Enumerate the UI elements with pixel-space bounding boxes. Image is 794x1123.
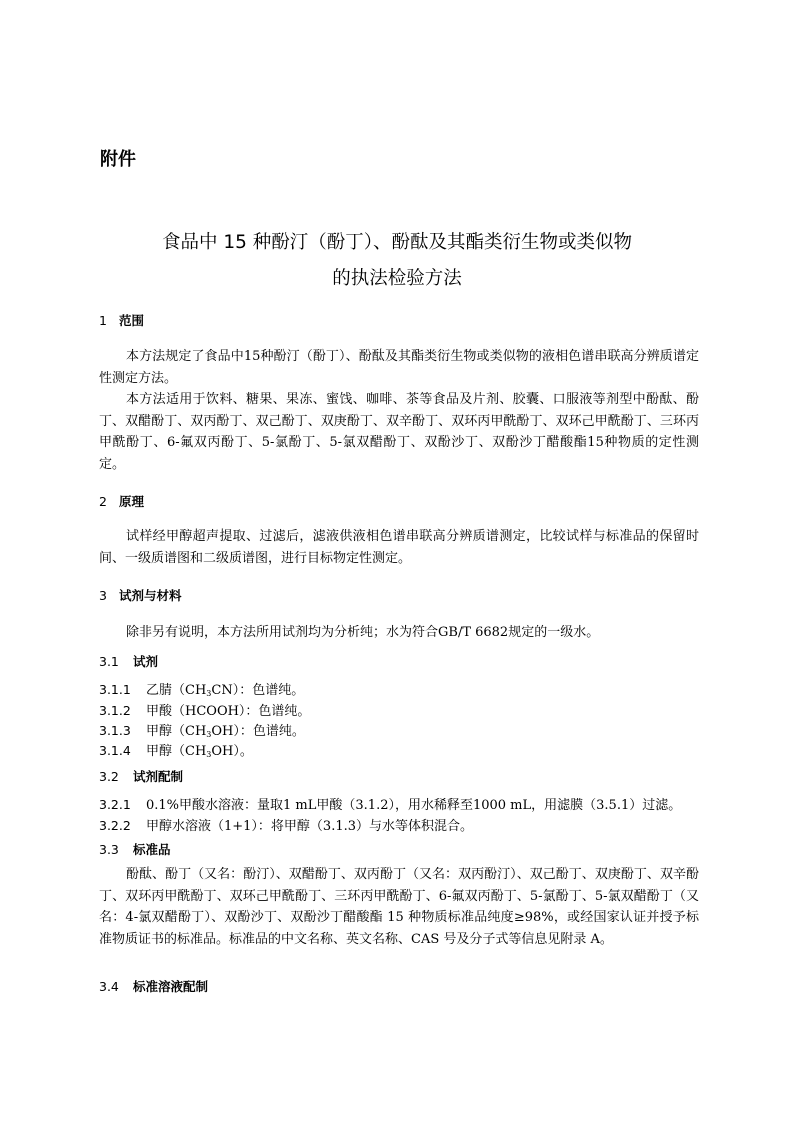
item-text: 甲醇（CH bbox=[146, 724, 207, 739]
reagent-prep-item bbox=[99, 794, 681, 813]
subscript: 3 bbox=[206, 750, 212, 759]
item-number: 3.2.2 bbox=[99, 818, 131, 833]
subsection-title: 试剂 bbox=[133, 654, 159, 669]
section-title: 试剂与材料 bbox=[119, 588, 182, 603]
section-number: 1 bbox=[99, 313, 107, 328]
subsection-title: 标准品 bbox=[133, 842, 171, 857]
section-2-paragraph-1: 试样经甲醇超声提取、过滤后，滤液供液相色谱串联高分辨质谱测定，比较试样与标准品的保留时间、一级质谱图和二级质谱图，进行目标物定性测定。 bbox=[99, 529, 699, 566]
attachment-label: 附件 bbox=[100, 149, 136, 170]
item-number: 3.2.1 bbox=[99, 797, 131, 812]
subsection-title: 试剂配制 bbox=[133, 769, 184, 784]
item-text: 甲醇（CH bbox=[146, 744, 207, 759]
subsection-3-3-paragraph: 酚酞、酚丁（又名：酚汀）、双醋酚丁、双丙酚丁（又名：双丙酚汀）、双己酚丁、双庚酚丁、双辛酚丁、双环丙甲酰酚丁、双环己甲酰酚丁、三环丙甲酰酚丁、6-氟双丙酚丁、5-氯酚丁、5-氯双醋酚丁（又名：4-氯双醋酚丁）、双酚沙丁、双酚沙丁醋酸酯 15 种物质标准品纯度≥98%，或经国家认证并授予标准物质证书的标准品。标准品的中文名称、英文名称、CAS 号及分子式等信息见附录 A。 bbox=[99, 867, 699, 947]
item-number: 3.1.3 bbox=[99, 723, 131, 738]
subscript: 3 bbox=[206, 730, 212, 739]
item-number: 3.1.4 bbox=[99, 743, 131, 758]
section-title: 范围 bbox=[119, 313, 145, 328]
subsection-number: 3.4 bbox=[99, 979, 119, 994]
subsection-3-3-heading bbox=[99, 840, 171, 858]
item-number: 3.1.1 bbox=[99, 682, 131, 697]
section-3-heading bbox=[99, 586, 182, 604]
subsection-title: 标准溶液配制 bbox=[133, 979, 209, 994]
subsection-3-4-heading bbox=[99, 977, 208, 995]
subsection-3-1-heading bbox=[99, 652, 158, 670]
section-number: 3 bbox=[99, 588, 107, 603]
section-title: 原理 bbox=[119, 494, 145, 509]
subscript: 3 bbox=[206, 689, 212, 698]
item-text: OH）：色谱纯。 bbox=[211, 724, 305, 739]
item-text: OH）。 bbox=[211, 744, 253, 759]
item-text: 甲醇水溶液（1+1）：将甲醇（3.1.3）与水等体积混合。 bbox=[146, 819, 474, 834]
item-text: 0.1%甲酸水溶液：量取1 mL甲酸（3.1.2），用水稀释至1000 mL，用滤膜（3.5.1）过滤。 bbox=[146, 798, 682, 813]
section-number: 2 bbox=[99, 494, 107, 509]
subsection-3-2-heading bbox=[99, 767, 183, 785]
reagent-prep-item bbox=[99, 815, 473, 834]
subsection-number: 3.2 bbox=[99, 769, 119, 784]
reagent-item bbox=[99, 700, 310, 719]
reagent-item bbox=[99, 679, 304, 698]
item-number: 3.1.2 bbox=[99, 703, 131, 718]
document-title-line-2: 的执法检验方法 bbox=[332, 268, 462, 289]
section-1-heading bbox=[99, 311, 144, 329]
section-3-paragraph-1: 除非另有说明，本方法所用试剂均为分析纯；水为符合GB/T 6682规定的一级水。 bbox=[126, 625, 600, 640]
section-1-paragraph-1: 本方法规定了食品中15种酚汀（酚丁）、酚酞及其酯类衍生物或类似物的液相色谱串联高分辨质谱定性测定方法。 bbox=[99, 349, 699, 386]
item-text: 甲酸（HCOOH）：色谱纯。 bbox=[146, 704, 311, 719]
item-text: CN）：色谱纯。 bbox=[211, 683, 305, 698]
document-title-line-1: 食品中 15 种酚汀（酚丁）、酚酞及其酯类衍生物或类似物 bbox=[161, 232, 633, 253]
subsection-number: 3.1 bbox=[99, 654, 119, 669]
subsection-number: 3.3 bbox=[99, 842, 119, 857]
section-1-paragraph-2: 本方法适用于饮料、糖果、果冻、蜜饯、咖啡、茶等食品及片剂、胶囊、口服液等剂型中酚酞、酚丁、双醋酚丁、双丙酚丁、双己酚丁、双庚酚丁、双辛酚丁、双环丙甲酰酚丁、双环己甲酰酚丁、三环丙甲酰酚丁、6-氟双丙酚丁、5-氯酚丁、5-氯双醋酚丁、双酚沙丁、双酚沙丁醋酸酯15种物质的定性测定。 bbox=[99, 392, 699, 472]
reagent-item bbox=[99, 740, 253, 759]
reagent-item bbox=[99, 720, 305, 739]
item-text: 乙腈（CH bbox=[146, 683, 207, 698]
section-2-heading bbox=[99, 492, 144, 510]
